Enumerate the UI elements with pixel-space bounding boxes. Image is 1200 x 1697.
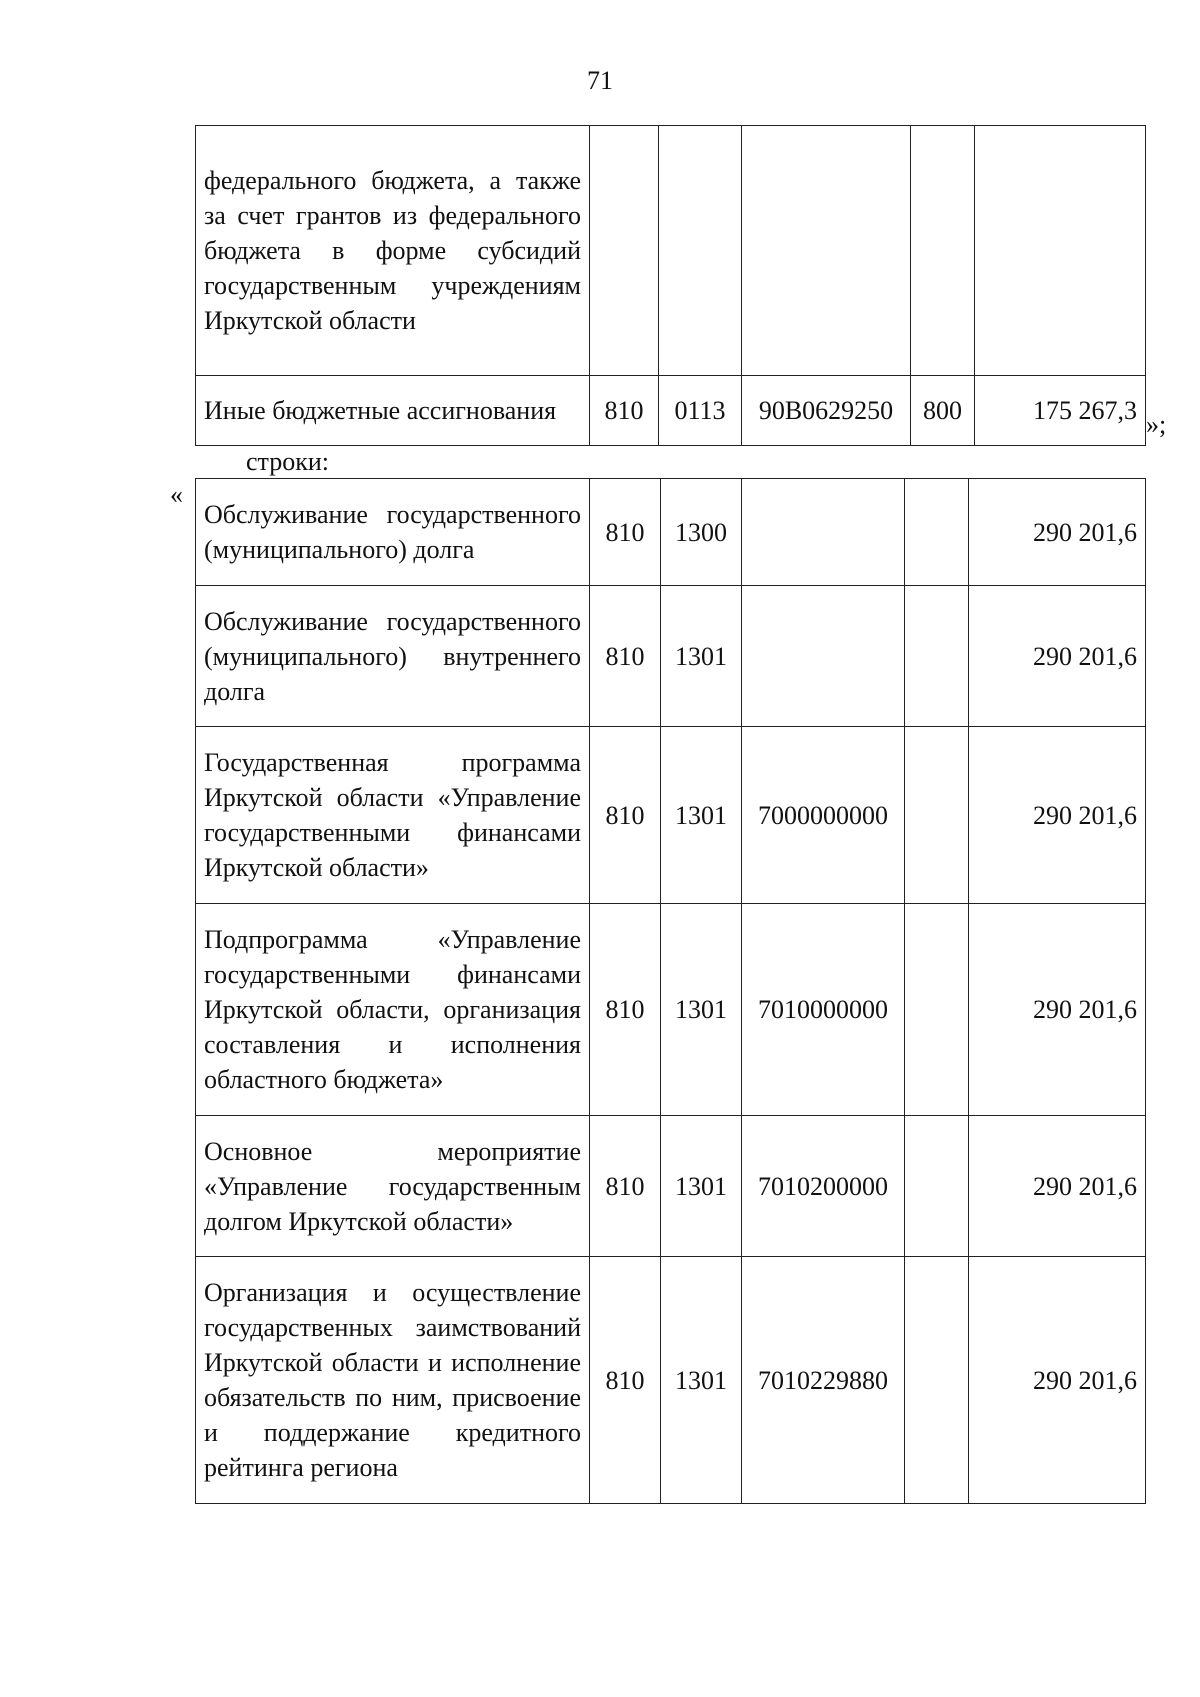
table-row	[196, 126, 1146, 376]
table-row	[196, 1257, 1146, 1504]
target-article-code	[742, 479, 905, 586]
row-description: Подпрограмма «Управление государственными финансами Иркутской области, организация составления и исполнения областного бюджета»	[196, 904, 590, 1116]
row-description: Обслуживание государственного (муниципального) долга	[196, 479, 590, 586]
budget-table-continued	[195, 125, 1146, 446]
expense-type-code	[905, 1116, 969, 1257]
table-row	[196, 586, 1146, 727]
expense-type-code	[911, 126, 975, 376]
section-code	[659, 126, 742, 376]
section-code: 0113	[659, 376, 742, 446]
amount: 175 267,3	[975, 376, 1146, 446]
section-code: 1301	[661, 727, 742, 904]
expense-type-code	[905, 727, 969, 904]
amount	[975, 126, 1146, 376]
ministry-code	[590, 126, 659, 376]
ministry-code: 810	[590, 1116, 661, 1257]
expense-type-code	[905, 904, 969, 1116]
table-row	[196, 376, 1146, 446]
ministry-code: 810	[590, 376, 659, 446]
target-article-code: 90В0629250	[742, 376, 911, 446]
table-row	[196, 904, 1146, 1116]
section-code: 1301	[661, 1257, 742, 1504]
target-article-code: 7010000000	[742, 904, 905, 1116]
row-description: Государственная программа Иркутской области «Управление государственными финансами Иркутской области»	[196, 727, 590, 904]
closing-quote: »;	[1146, 410, 1167, 439]
table-row	[196, 1116, 1146, 1257]
target-article-code: 7010229880	[742, 1257, 905, 1504]
table-row	[196, 727, 1146, 904]
strings-label: строки:	[246, 447, 329, 476]
section-code: 1300	[661, 479, 742, 586]
target-article-code	[742, 126, 911, 376]
target-article-code: 7010200000	[742, 1116, 905, 1257]
budget-table-new-rows	[195, 478, 1146, 1504]
amount: 290 201,6	[969, 904, 1146, 1116]
target-article-code	[742, 586, 905, 727]
amount: 290 201,6	[969, 586, 1146, 727]
opening-quote: «	[170, 480, 183, 509]
target-article-code: 7000000000	[742, 727, 905, 904]
section-code: 1301	[661, 586, 742, 727]
expense-type-code: 800	[911, 376, 975, 446]
ministry-code: 810	[590, 479, 661, 586]
expense-type-code	[905, 1257, 969, 1504]
expense-type-code	[905, 586, 969, 727]
ministry-code: 810	[590, 904, 661, 1116]
ministry-code: 810	[590, 1257, 661, 1504]
section-code: 1301	[661, 904, 742, 1116]
amount: 290 201,6	[969, 727, 1146, 904]
page-number: 71	[587, 66, 613, 95]
row-description: Обслуживание государственного (муниципального) внутреннего долга	[196, 586, 590, 727]
ministry-code: 810	[590, 727, 661, 904]
amount: 290 201,6	[969, 479, 1146, 586]
row-description: федерального бюджета, а также за счет грантов из федерального бюджета в форме субсидий государственным учреждениям Иркутской области	[196, 126, 590, 376]
row-description: Организация и осуществление государственных заимствований Иркутской области и исполнение обязательств по ним, присвоение и поддержание кредитного рейтинга региона	[196, 1257, 590, 1504]
amount: 290 201,6	[969, 1116, 1146, 1257]
table-row	[196, 479, 1146, 586]
row-description: Иные бюджетные ассигнования	[196, 376, 590, 446]
ministry-code: 810	[590, 586, 661, 727]
amount: 290 201,6	[969, 1257, 1146, 1504]
row-description: Основное мероприятие «Управление государственным долгом Иркутской области»	[196, 1116, 590, 1257]
expense-type-code	[905, 479, 969, 586]
section-code: 1301	[661, 1116, 742, 1257]
